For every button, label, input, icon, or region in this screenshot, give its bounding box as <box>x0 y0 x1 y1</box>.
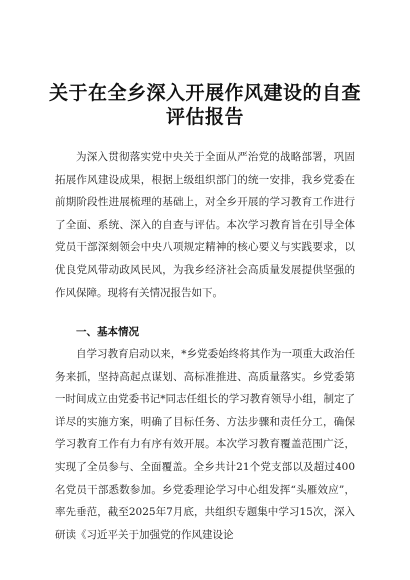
section-heading-basic-info: 一、基本情况 <box>76 326 139 338</box>
section1-paragraph: 自学习教育启动以来，*乡党委始终将其作为一项重大政治任务来抓，坚持高起点谋划、高标准推进、高质量落实。乡党委第一时间成立由党委书记*同志任组长的学习教育领导小组，制定了详尽的实施方案，明确了目标任务、方法步骤和责任分工，确保学习教育工作有力有序有效开展。本次学习教育覆盖范围广泛，实现了全员参与、全面覆盖。全乡共计21个党支部以及超过400名党员干部悉数参加。乡党委理论学习中心组发挥“头雁效应”，率先垂范，截至2025年7月底，共组织专题集中学习15次，深入研读《习近平关于加强党的作风建设论 <box>55 348 355 541</box>
intro-paragraph-block <box>55 146 355 304</box>
intro-paragraph: 为深入贯彻落实党中央关于全面从严治党的战略部署，巩固拓展作风建设成果，根据上级组织部门的统一安排，我乡党委在前期阶段性进展梳理的基础上，对全乡开展的学习教育工作进行了全面、系统、深入的自查与评估。本次学习教育旨在引导全体党员干部深刻领会中央八项规定精神的核心要义与实践要求，以优良党风带动政风民风，为我乡经济社会高质量发展提供坚强的作风保障。现将有关情况报告如下。 <box>55 151 355 299</box>
document-title-line1: 关于在全乡深入开展作风建设的自查 <box>48 82 361 104</box>
document-title-line2: 评估报告 <box>165 106 244 128</box>
section1-paragraph-block <box>55 343 355 546</box>
